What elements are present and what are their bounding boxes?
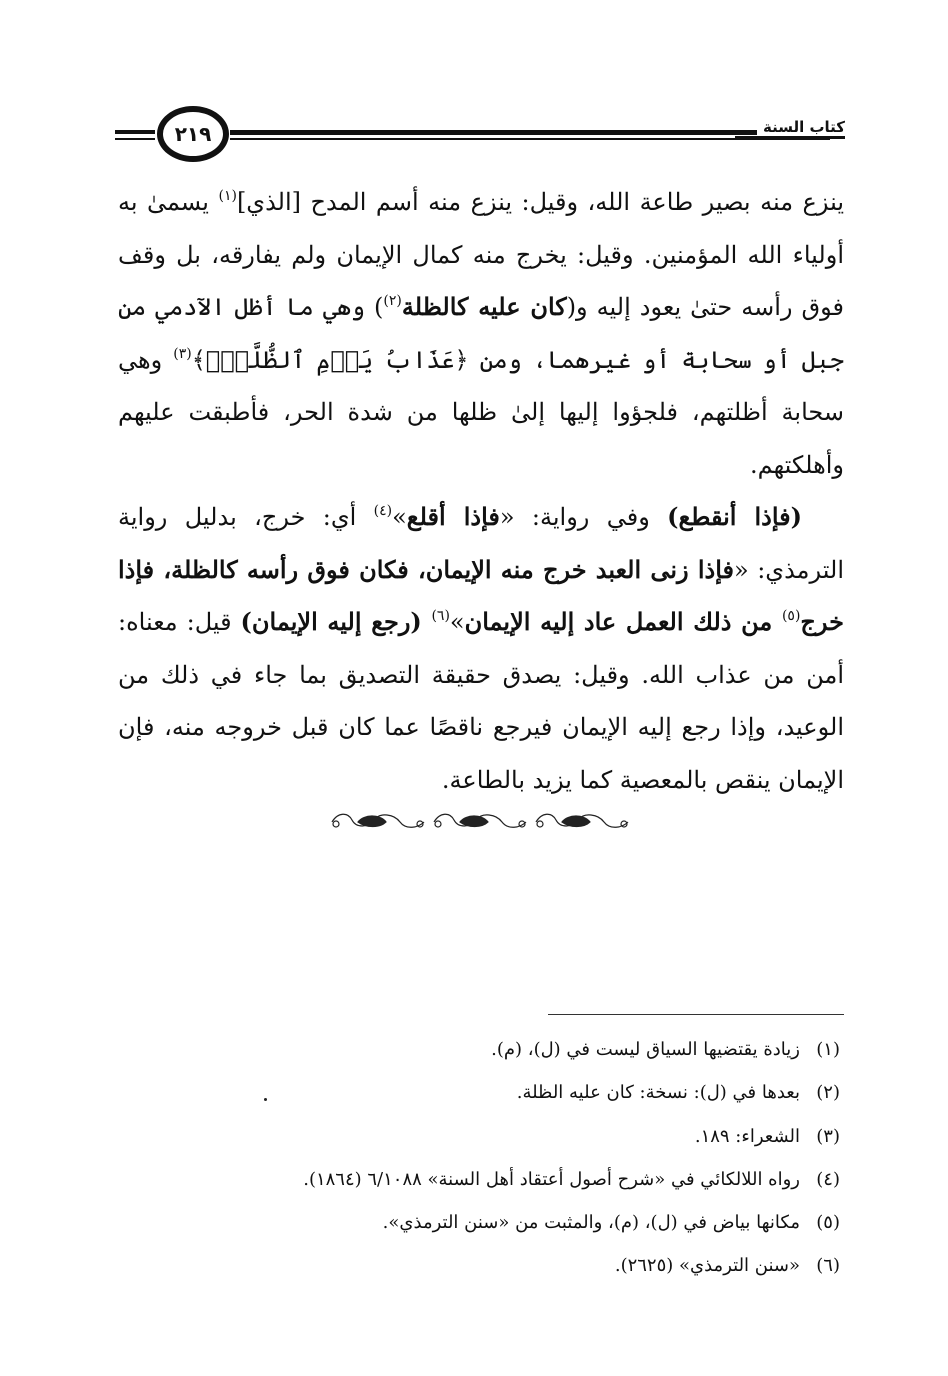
stray-mark: [264, 1098, 267, 1101]
footnote-text: رواه اللالكائي في «شرح أصول أعتقاد أهل السنة» ٦/١٠٨٨ (١٨٦٤).: [303, 1168, 800, 1190]
paragraph-2: [118, 491, 844, 806]
main-text: [118, 176, 844, 806]
footnote-ref: (١): [218, 188, 237, 204]
footnote-ref: (٥): [781, 608, 801, 624]
footnote-separator: [548, 1014, 844, 1015]
footnote-ref: (٦): [431, 608, 450, 624]
footnote-number: (٥): [816, 1212, 840, 1234]
footnote-text: الشعراء: ١٨٩.: [694, 1125, 800, 1147]
footnote-number: (٢): [816, 1082, 840, 1104]
text-run: »: [392, 503, 407, 531]
footnote-text: زيادة يقتضيها السياق ليست في (ل)، (م).: [491, 1039, 800, 1060]
footnote-number: (٦): [816, 1255, 840, 1277]
page-number: [157, 106, 229, 162]
footnote-3: [140, 1115, 840, 1158]
footnote-5: [140, 1201, 840, 1244]
text-run: وفي رواية: «: [499, 503, 668, 531]
bold-run: فإذا أقلع: [406, 502, 500, 531]
header-rule: [230, 130, 830, 135]
bold-run: (رجع إليه الإيمان): [240, 607, 432, 636]
running-header: [115, 100, 845, 170]
text-run: قيل: معناه: أمن من عذاب الله. وقيل: يصدق حقيقة التصديق بما جاء في ذلك من الوعيد، وإذا رجع إليه الإيمان فيرجع ناقصًا عما كان قبل خروجه منه، فإن الإيمان ينقص بالمعصية كما يزيد بالطاعة.: [118, 608, 844, 794]
header-rule: [115, 138, 155, 140]
footnote-text: مكانها بياض في (ل)، (م)، والمثبت من «سنن الترمذي».: [382, 1212, 800, 1234]
footnote-number: (٣): [816, 1125, 840, 1147]
bold-run: كان عليه كالظلة: [401, 292, 567, 321]
book-title: كتاب السنة: [757, 118, 845, 136]
paragraph-1: [118, 176, 844, 491]
text-run: ينزع منه بصير طاعة الله، وقيل: ينزع منه أسم المدح [الذي]: [236, 188, 845, 216]
footnotes: [140, 1028, 840, 1288]
footnote-number: (٤): [816, 1168, 840, 1190]
footnote-number: (١): [816, 1039, 840, 1060]
bold-run: من ذلك العمل عاد إليه الإيمان: [464, 607, 782, 636]
book-title-rule: [735, 136, 845, 139]
text-run: وهي سحابة أظلتهم، فلجؤوا إليها إلىٰ ظلها من شدة الحر، فأطبقت عليهم وأهلكتهم.: [118, 345, 844, 479]
page-number-text: ٢١٩: [174, 122, 212, 146]
footnote-1: [140, 1028, 840, 1071]
bold-run: (فإذا أنقطع): [667, 502, 803, 531]
text-run: أي: خرج، بدليل رواية الترمذي: «: [118, 503, 845, 584]
floral-divider-icon: [328, 806, 632, 836]
footnote-text: «سنن الترمذي» (٢٦٢٥).: [614, 1255, 800, 1277]
text-run: يسمىٰ به أولياء الله المؤمنين. وقيل: يخرج منه كمال الإيمان ولم يفارقه، بل وقف فوق رأسه حتىٰ يعود إليه و(: [118, 188, 844, 321]
footnote-4: [140, 1158, 840, 1201]
footnote-ref: (٤): [373, 503, 393, 519]
footnote-text: بعدها في (ل): نسخة: كان عليه الظلة.: [516, 1082, 800, 1104]
text-run: »: [449, 608, 465, 636]
text-run: ) وهي ما أظل الآدمي من جبل أو سحابة أو غيرهما، ومن ﴿عَذَابُ يَوۡمِ ٱلظُّلَّةِۚ﴾: [118, 293, 844, 374]
bold-run: فإذا زنى العبد خرج منه الإيمان، فكان فوق رأسه كالظلة، فإذا خرج: [118, 554, 844, 636]
footnote-ref: (٢): [383, 293, 402, 309]
footnote-2: [140, 1071, 840, 1114]
footnote-ref: (٣): [173, 345, 192, 362]
footnote-6: [140, 1244, 840, 1287]
header-rule: [115, 130, 155, 134]
